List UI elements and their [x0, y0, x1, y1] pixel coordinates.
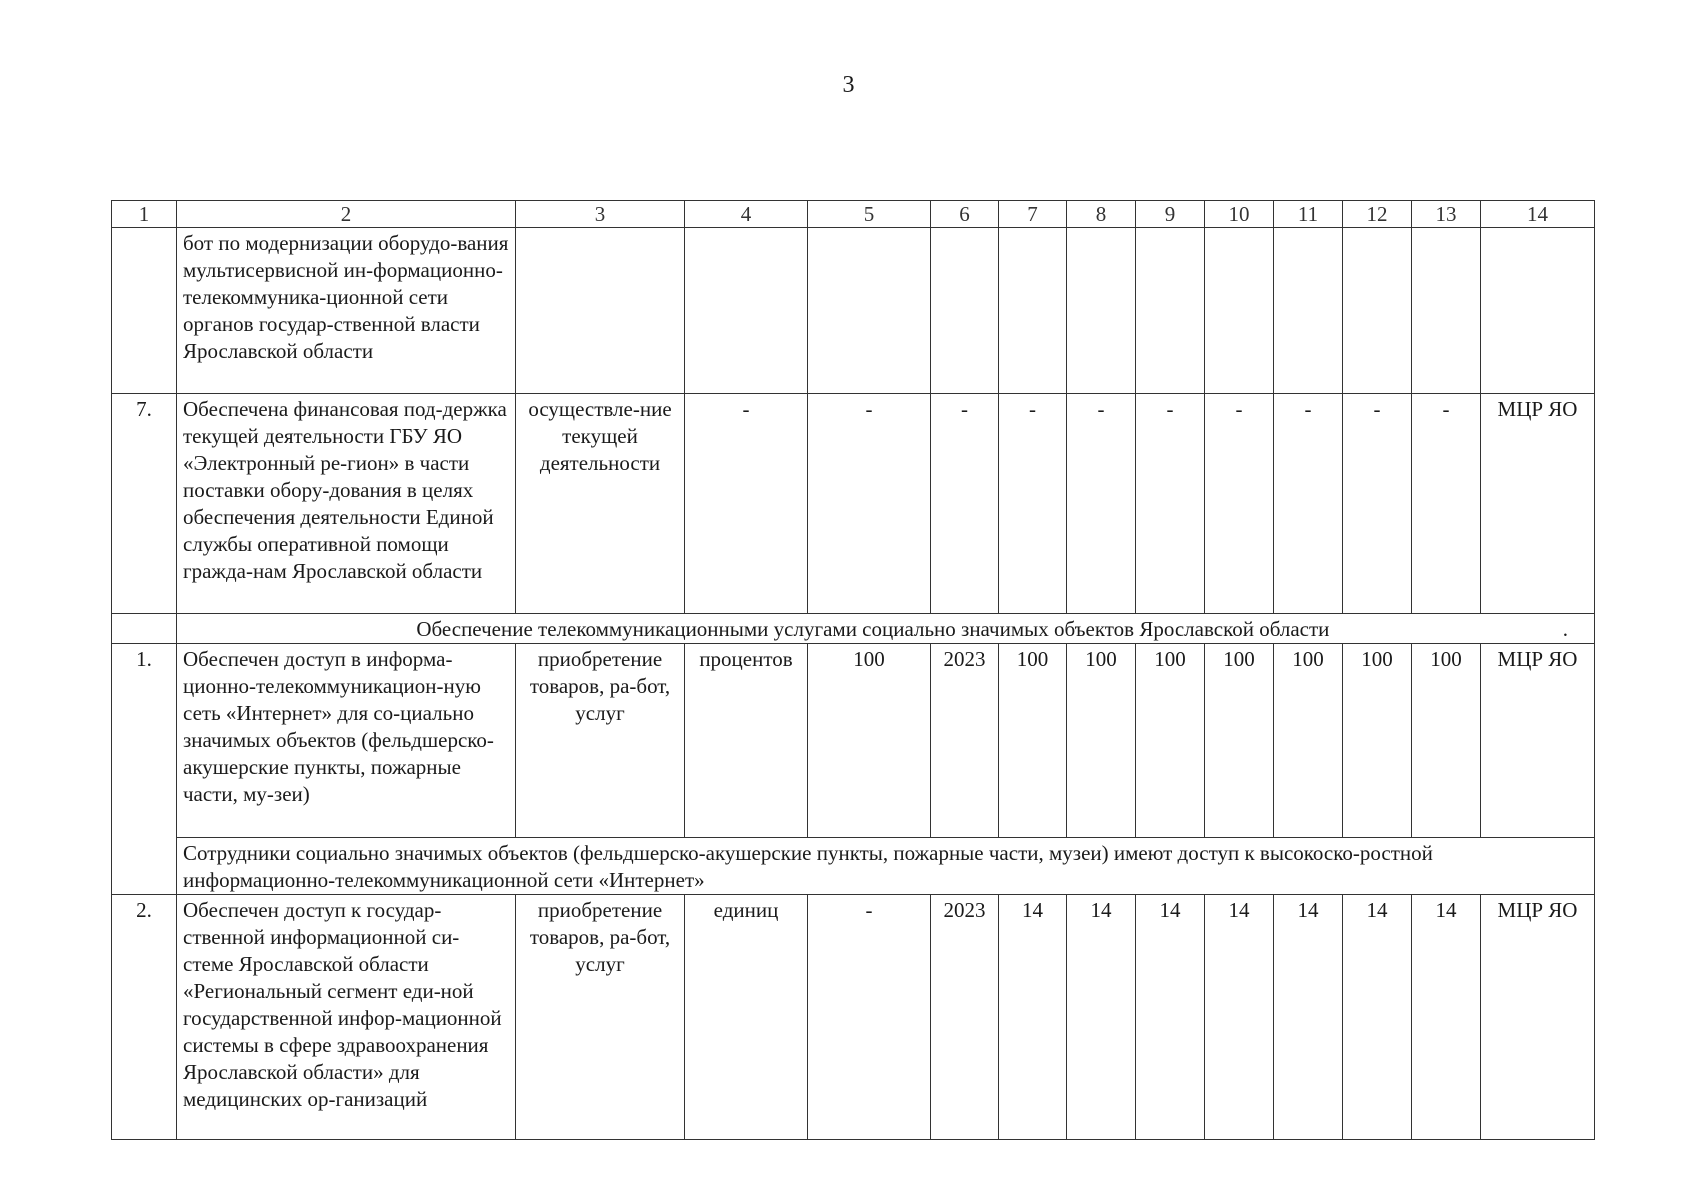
- column-number: 1: [112, 201, 177, 228]
- column-number: 4: [685, 201, 808, 228]
- column-number: 10: [1205, 201, 1274, 228]
- row-year: 2023: [931, 895, 999, 1140]
- section-spacer: [112, 614, 177, 644]
- page-number: 3: [842, 72, 855, 98]
- row-responsible: МЦР ЯО: [1481, 394, 1595, 614]
- row-value: [1343, 228, 1412, 394]
- row-result: Сотрудники социально значимых объектов (фельдшерско-акушерские пункты, пожарные части, музеи) имеют доступ к высокоско-ростной информационно-телекоммуникационной сети «Интернет»: [177, 838, 1595, 895]
- row-value: 14: [1136, 895, 1205, 1140]
- row-value: 100: [1067, 644, 1136, 838]
- row-type: приобретение товаров, ра-бот, услуг: [516, 895, 685, 1140]
- row-value: 100: [1274, 644, 1343, 838]
- row-value: 14: [1343, 895, 1412, 1140]
- row-base-value: -: [808, 895, 931, 1140]
- row-value: 100: [1205, 644, 1274, 838]
- row-responsible: МЦР ЯО: [1481, 895, 1595, 1140]
- row-description: Обеспечена финансовая под-держка текущей деятельности ГБУ ЯО «Электронный ре-гион» в части поставки обору-дования в целях обеспечения деятельности Единой службы оперативной помощи гражда-нам Ярославской области: [177, 394, 516, 614]
- row-value: 100: [1343, 644, 1412, 838]
- section-title: Обеспечение телекоммуникационными услугами социально значимых объектов Ярославской области: [416, 617, 1330, 641]
- table-row: [112, 228, 1595, 394]
- row-base-value: [808, 228, 931, 394]
- row-value: -: [1343, 394, 1412, 614]
- column-number: 6: [931, 201, 999, 228]
- row-value: [1136, 228, 1205, 394]
- row-year: [931, 228, 999, 394]
- row-type: [516, 228, 685, 394]
- row-year: 2023: [931, 644, 999, 838]
- column-number: 7: [999, 201, 1067, 228]
- row-value: -: [1136, 394, 1205, 614]
- column-number: 8: [1067, 201, 1136, 228]
- table-row: [112, 895, 1595, 1140]
- row-responsible: [1481, 228, 1595, 394]
- table-row: [112, 394, 1595, 614]
- row-value: 14: [1067, 895, 1136, 1140]
- row-value: 14: [1412, 895, 1481, 1140]
- row-year: -: [931, 394, 999, 614]
- row-value: -: [1274, 394, 1343, 614]
- table-row: [112, 644, 1595, 838]
- row-value: [1412, 228, 1481, 394]
- row-number: 2.: [112, 895, 177, 1140]
- column-number: 5: [808, 201, 931, 228]
- section-title-cell: [177, 614, 1595, 644]
- row-value: 100: [1136, 644, 1205, 838]
- column-number: 14: [1481, 201, 1595, 228]
- row-value: 14: [1205, 895, 1274, 1140]
- column-number: 9: [1136, 201, 1205, 228]
- row-base-value: 100: [808, 644, 931, 838]
- row-value: -: [1205, 394, 1274, 614]
- row-number: 7.: [112, 394, 177, 614]
- row-value: 14: [999, 895, 1067, 1140]
- row-unit: -: [685, 394, 808, 614]
- row-value: 14: [1274, 895, 1343, 1140]
- row-value: [1205, 228, 1274, 394]
- row-description: бот по модернизации оборудо-вания мультисервисной ин-формационно-телекоммуника-ционной сети органов государ-ственной власти Ярославской области: [177, 228, 516, 394]
- column-number: 13: [1412, 201, 1481, 228]
- row-value: [999, 228, 1067, 394]
- row-number: [112, 228, 177, 394]
- row-value: [1274, 228, 1343, 394]
- row-type: осуществле-ние текущей деятельности: [516, 394, 685, 614]
- row-unit: процентов: [685, 644, 808, 838]
- column-number: 11: [1274, 201, 1343, 228]
- section-row: [112, 614, 1595, 644]
- row-description: Обеспечен доступ к государ-ственной информационной си-стеме Ярославской области «Региональный сегмент еди-ной государственной инфор-мационной системы в сфере здравоохранения Ярославской области» для медицинских ор-ганизаций: [177, 895, 516, 1140]
- row-value: 100: [999, 644, 1067, 838]
- row-value: 100: [1412, 644, 1481, 838]
- indicators-table: [111, 200, 1595, 1140]
- row-value: -: [1412, 394, 1481, 614]
- section-mark: .: [1562, 617, 1568, 641]
- row-value: [1067, 228, 1136, 394]
- row-responsible: МЦР ЯО: [1481, 644, 1595, 838]
- column-number: 3: [516, 201, 685, 228]
- row-value: -: [1067, 394, 1136, 614]
- row-description: Обеспечен доступ в информа-ционно-телекоммуникацион-ную сеть «Интернет» для со-циально значимых объектов (фельдшерско-акушерские пункты, пожарные части, му-зеи): [177, 644, 516, 838]
- column-numbers-row: [112, 201, 1595, 228]
- row-type: приобретение товаров, ра-бот, услуг: [516, 644, 685, 838]
- row-number: 1.: [112, 644, 177, 895]
- row-unit: единиц: [685, 895, 808, 1140]
- row-unit: [685, 228, 808, 394]
- row-value: -: [999, 394, 1067, 614]
- result-row: [112, 838, 1595, 895]
- column-number: 2: [177, 201, 516, 228]
- column-number: 12: [1343, 201, 1412, 228]
- row-base-value: -: [808, 394, 931, 614]
